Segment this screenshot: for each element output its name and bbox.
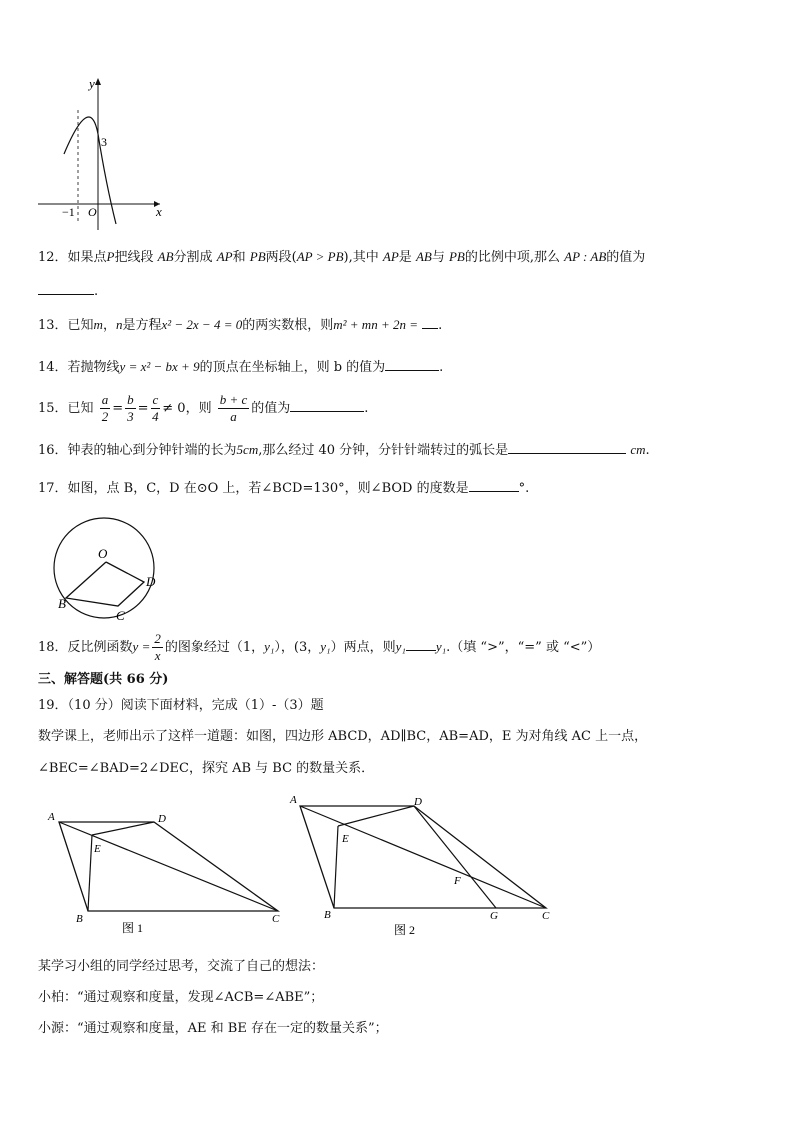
answer-blank[interactable] (38, 282, 94, 295)
xiaobai-statement: 小柏：“通过观察和度量，发现∠ACB=∠ABE”； (38, 990, 324, 1005)
answer-blank[interactable] (290, 399, 364, 412)
fraction-bc-a: $\frac{b + c}{a}$ (219, 392, 248, 424)
answer-blank[interactable] (385, 358, 439, 371)
answer-blank[interactable] (422, 316, 438, 329)
fig1-label-C: C (272, 913, 280, 925)
fraction-2-x: $\frac{2}{x}$ (154, 631, 161, 663)
question-16: 16．钟表的轴心到分钟针端的长为5cm,那么经过 40 分钟，分针针端转过的弧长是 cm. (38, 442, 650, 458)
label-O: O (98, 546, 108, 561)
answer-blank[interactable] (469, 479, 519, 492)
fig2-label-B: B (324, 909, 331, 921)
fig2-label-E: E (342, 833, 349, 845)
group-intro: 某学习小组的同学经过思考，交流了自己的想法： (38, 959, 325, 974)
fig1-label-A: A (48, 811, 55, 823)
fig2-caption: 图 2 (394, 923, 416, 937)
fig2-label-C: C (542, 910, 550, 922)
fig1-label-E: E (94, 843, 101, 855)
question-19-line2: ∠BEC=∠BAD=2∠DEC，探究 AB 与 BC 的数量关系． (38, 761, 375, 776)
question-18: 18．反比例函数y = $\frac{2}{x}$ 的图象经过（1，y₁），(3，y₁）两点，则y₁ y₁.（填 “>”，“=” 或 “<”） (38, 631, 601, 663)
fig2-label-D: D (414, 796, 422, 808)
figure-1 (44, 808, 284, 940)
parabola-graph (34, 74, 174, 234)
circle-figure (48, 514, 168, 626)
answer-blank[interactable] (406, 638, 436, 651)
question-13: 13．已知m，n是方程x² − 2x − 4 = 0的两实数根，则m² + mn + 2n = . (38, 317, 443, 333)
answer-blank[interactable] (508, 441, 626, 454)
fig1-label-D: D (158, 813, 166, 825)
fig1-label-B: B (76, 913, 83, 925)
label-D: D (146, 574, 156, 589)
question-14: 14．若抛物线y = x² − bx + 9的顶点在坐标轴上，则 b 的值为 . (38, 359, 444, 375)
question-19-line1: 数学课上，老师出示了这样一道题：如图，四边形 ABCD，AD∥BC，AB=AD，E 为对角线 AC 上一点， (38, 729, 648, 744)
xiaoyuan-statement: 小源：“通过观察和度量，AE 和 BE 存在一定的数量关系”； (38, 1021, 388, 1036)
section-3-heading: 三、解答题(共 66 分) (38, 672, 169, 687)
question-12-answer: . (38, 282, 98, 301)
y-intercept-label: 3 (101, 135, 107, 149)
neg-one-label: −1 (62, 205, 75, 219)
fig2-label-A: A (290, 794, 297, 806)
question-12: 12．如果点P把线段 AB分割成 AP和 PB两段(AP > PB),其中 AP是 AB与 PB的比例中项,那么 AP : AB的值为 (38, 249, 646, 265)
fraction-b-3: $\frac{b}{3}$ (127, 392, 134, 424)
fraction-a-2: $\frac{a}{2}$ (101, 392, 109, 424)
fig2-label-F: F (454, 875, 461, 887)
y-axis-label: y (89, 76, 95, 91)
fig1-caption: 图 1 (122, 921, 144, 935)
origin-label: O (88, 205, 97, 219)
fraction-c-4: $\frac{c}{4}$ (152, 392, 159, 424)
fig2-label-G: G (490, 910, 498, 922)
label-C: C (116, 608, 125, 623)
figure-2 (288, 790, 558, 940)
question-15: 15．已知 $\frac{a}{2}$ = $\frac{b}{3}$ = $\frac{c}{4}$ ≠ 0，则 $\frac{b + c}{a}$ 的值为 . (38, 392, 369, 424)
question-19-intro: 19．（10 分）阅读下面材料，完成（1）-（3）题 (38, 698, 324, 713)
question-17: 17．如图，点 B，C，D 在⊙O 上，若∠BCD=130°，则∠BOD 的度数是 °. (38, 481, 530, 496)
label-B: B (58, 596, 66, 611)
x-axis-label: x (156, 204, 162, 219)
